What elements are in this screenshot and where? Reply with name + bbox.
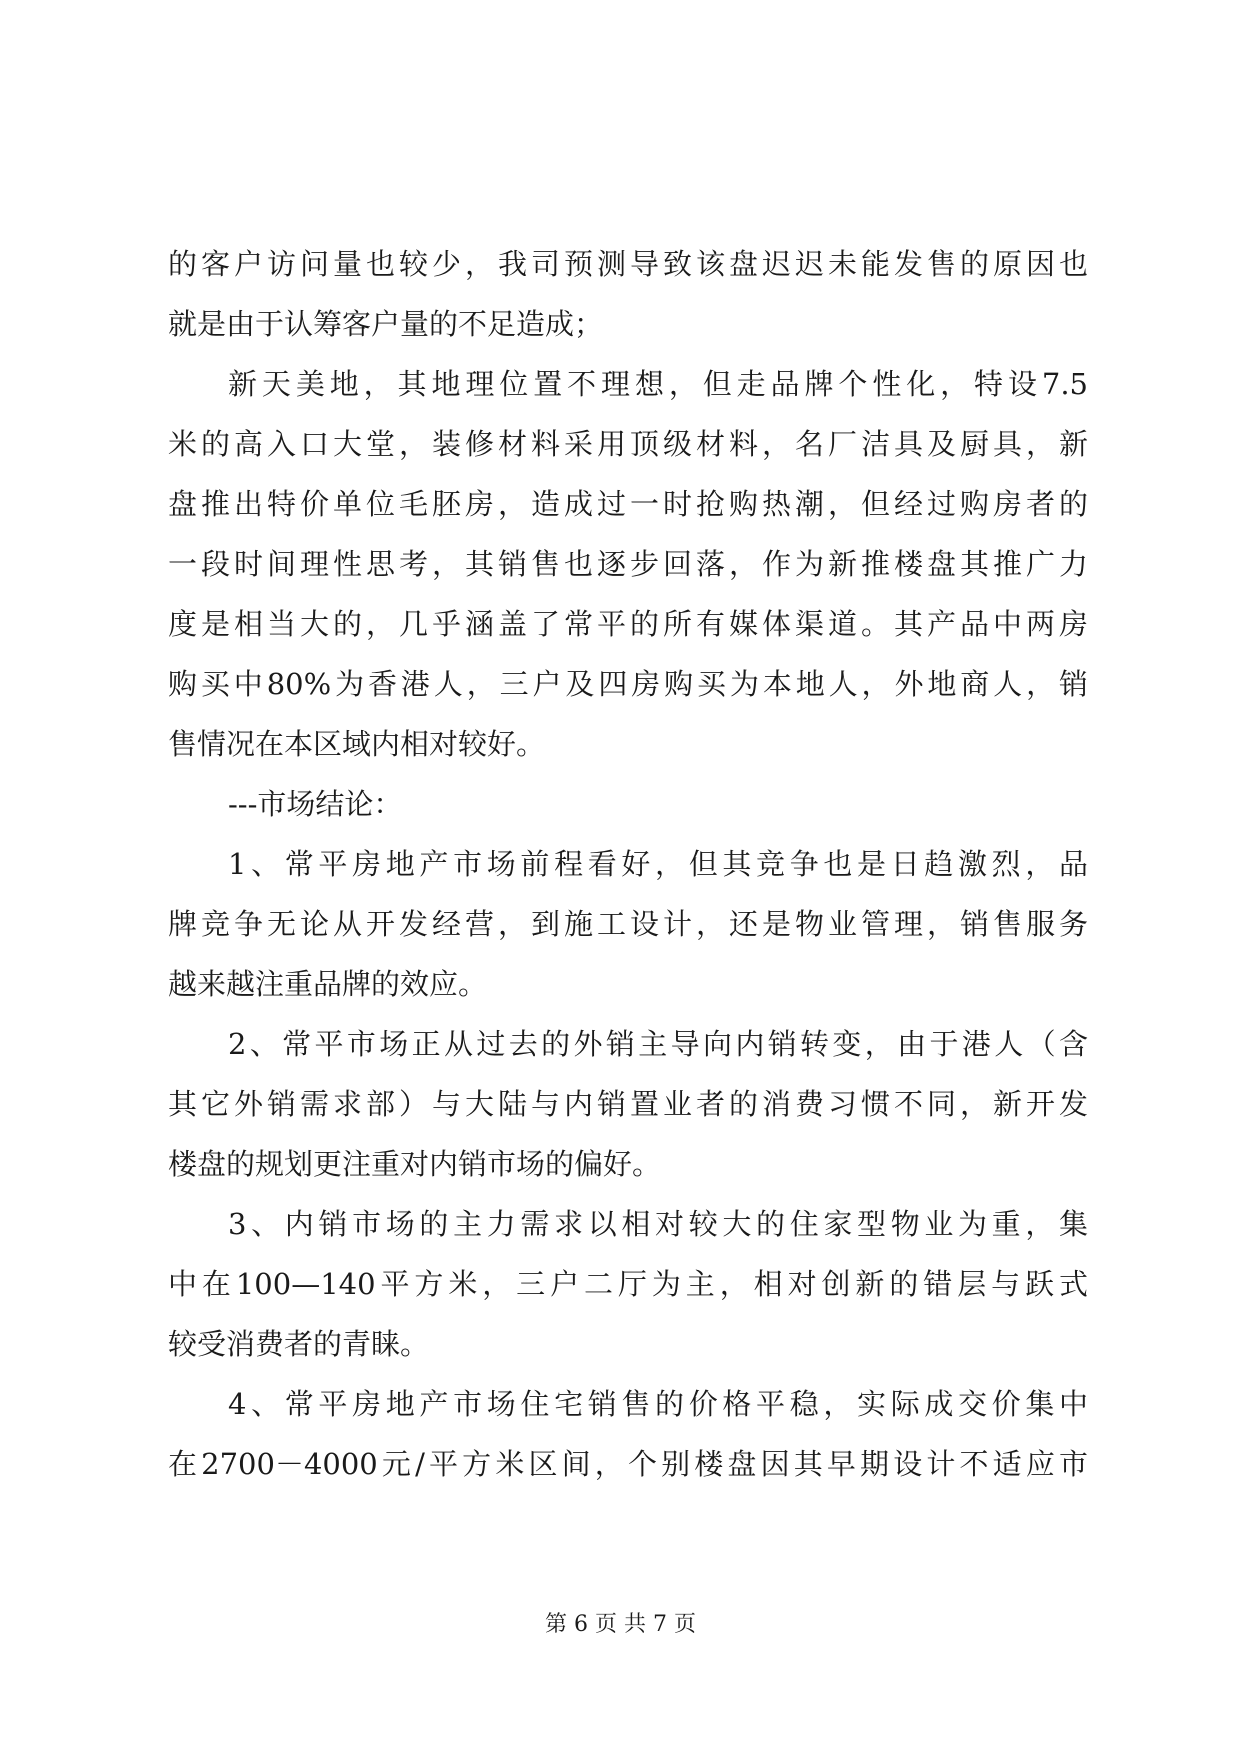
text-line: 1、常平房地产市场前程看好，但其竞争也是日趋激烈，品 <box>228 847 1088 881</box>
text-line: 4、常平房地产市场住宅销售的价格平稳，实际成交价集中 <box>228 1387 1088 1421</box>
text-line: 度是相当大的，几乎涵盖了常平的所有媒体渠道。其产品中两房 <box>168 607 1088 641</box>
text-line: 越来越注重品牌的效应。 <box>168 967 488 1001</box>
text-line: 就是由于认筹客户量的不足造成； <box>168 307 604 341</box>
page-footer: 第 6 页 共 7 页 <box>545 1612 696 1637</box>
text-line: 售情况在本区域内相对较好。 <box>168 727 546 761</box>
text-line: 较受消费者的青睐。 <box>168 1327 430 1361</box>
document-body <box>168 234 1088 1494</box>
text-line: 一段时间理性思考，其销售也逐步回落，作为新推楼盘其推广力 <box>168 547 1088 581</box>
text-line: ---市场结论： <box>228 787 403 821</box>
text-line: 2、常平市场正从过去的外销主导向内销转变，由于港人（含 <box>228 1027 1088 1061</box>
text-line: 3、内销市场的主力需求以相对较大的住家型物业为重，集 <box>228 1207 1088 1241</box>
text-line: 新天美地，其地理位置不理想，但走品牌个性化，特设7.5 <box>228 367 1088 401</box>
text-line: 购买中80%为香港人，三户及四房购买为本地人，外地商人，销 <box>168 667 1088 701</box>
text-line: 在2700－4000元/平方米区间，个别楼盘因其早期设计不适应市 <box>168 1447 1088 1481</box>
text-line: 牌竞争无论从开发经营，到施工设计，还是物业管理，销售服务 <box>168 907 1088 941</box>
text-line: 楼盘的规划更注重对内销市场的偏好。 <box>168 1147 662 1181</box>
text-line: 的客户访问量也较少，我司预测导致该盘迟迟未能发售的原因也 <box>168 247 1088 281</box>
text-line: 中在100—140平方米，三户二厅为主，相对创新的错层与跃式 <box>168 1267 1088 1301</box>
text-line: 米的高入口大堂，装修材料采用顶级材料，名厂洁具及厨具，新 <box>168 427 1088 461</box>
text-line: 盘推出特价单位毛胚房，造成过一时抢购热潮，但经过购房者的 <box>168 487 1088 521</box>
text-line: 其它外销需求部）与大陆与内销置业者的消费习惯不同，新开发 <box>168 1087 1088 1121</box>
